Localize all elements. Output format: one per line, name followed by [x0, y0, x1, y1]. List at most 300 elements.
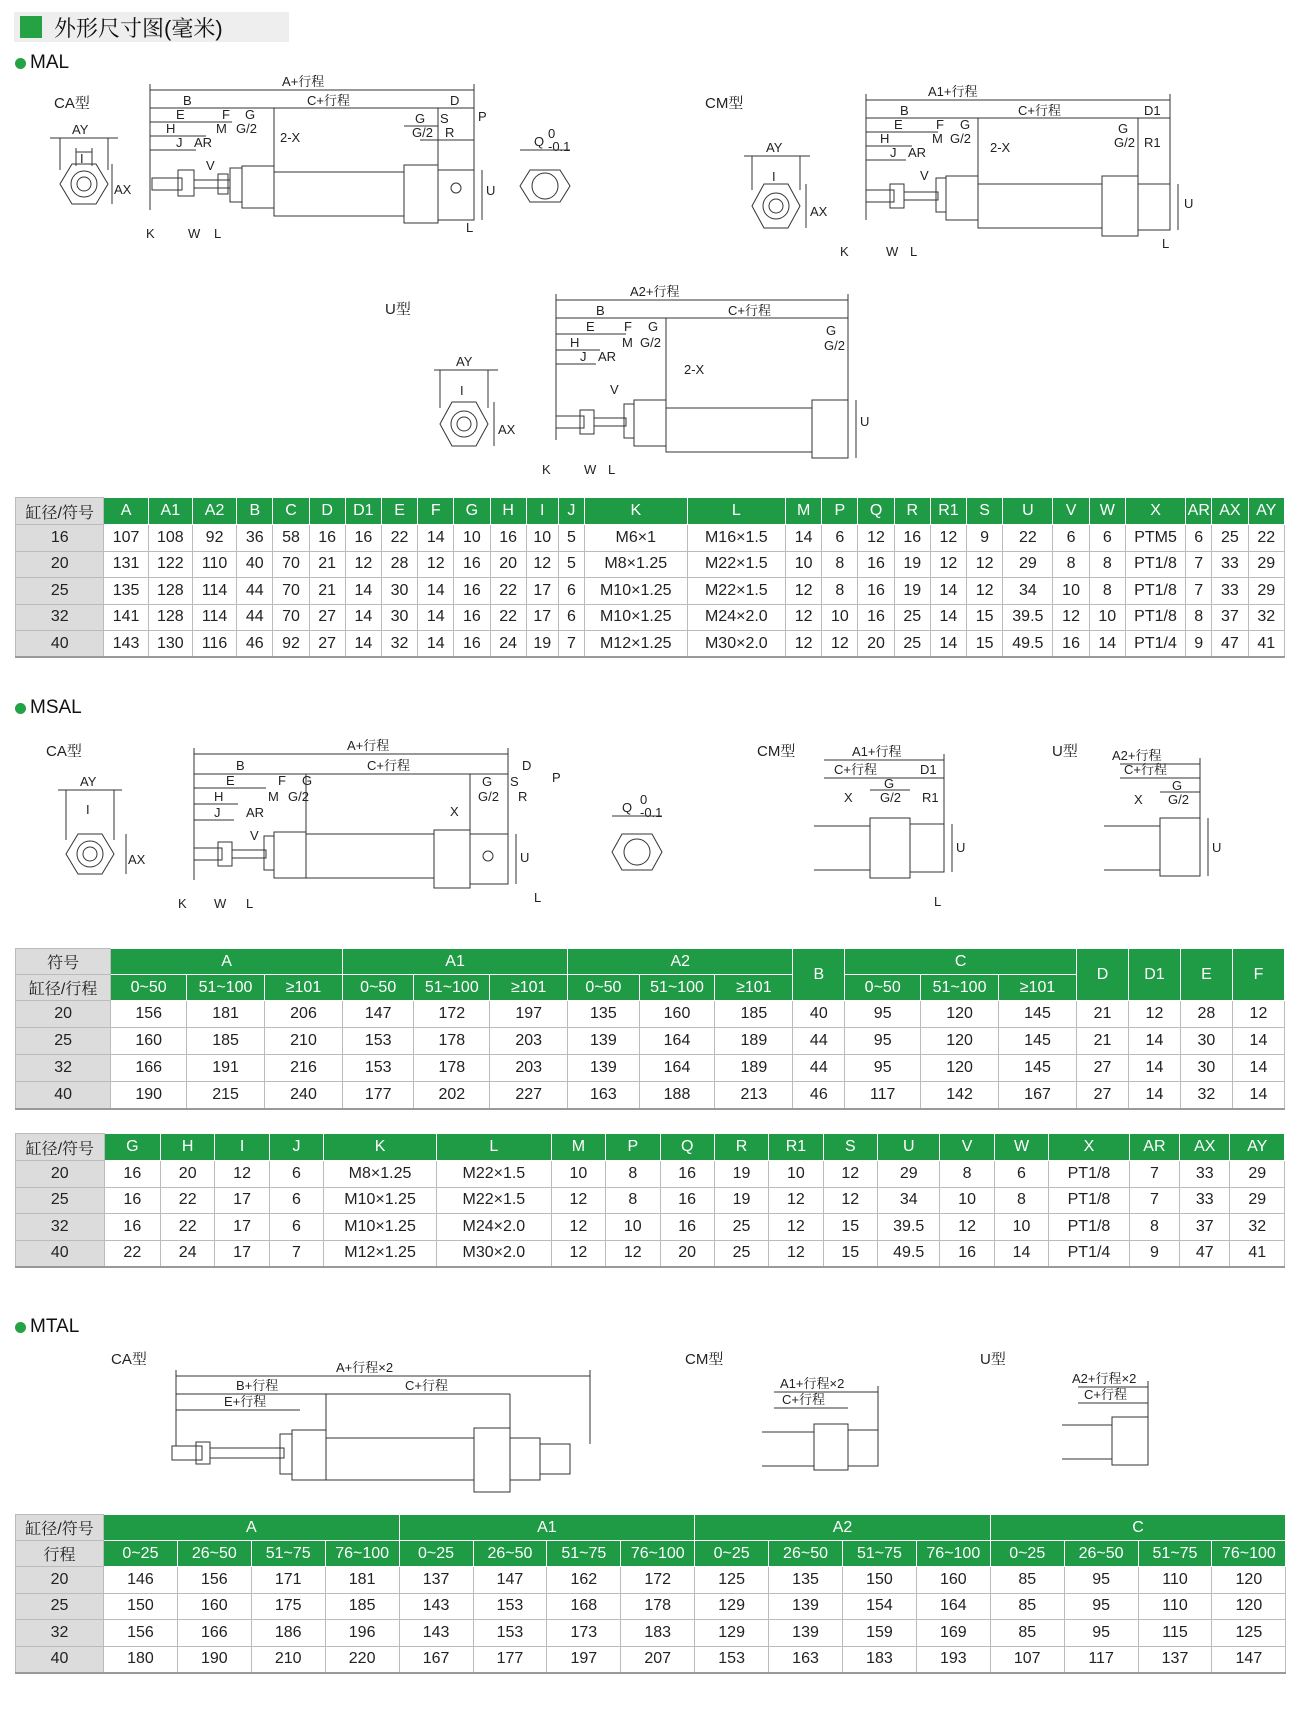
dimension-label: 2-X	[990, 140, 1011, 155]
table-cell: 6	[994, 1161, 1048, 1188]
dimension-label: B	[183, 93, 192, 108]
table-cell: 185	[325, 1593, 399, 1620]
table-cell: 16	[858, 604, 894, 631]
table-cell: M10×1.25	[585, 604, 688, 631]
table-cell: 27	[1077, 1082, 1129, 1109]
table-header-cell: 51~100	[414, 975, 490, 1001]
table-cell: 30	[1180, 1028, 1232, 1055]
table-cell: M6×1	[585, 525, 688, 552]
table-cell: 92	[192, 525, 236, 552]
table-cell: 203	[490, 1028, 568, 1055]
table-cell: 6	[822, 525, 858, 552]
table-cell: M12×1.25	[585, 631, 688, 658]
dimension-label: A+行程	[347, 738, 390, 753]
table-cell: 12	[215, 1161, 269, 1188]
table-cell: 19	[894, 578, 930, 605]
table-row	[16, 498, 1285, 525]
table-header-cell: 0~50	[845, 975, 921, 1001]
table-row	[16, 1567, 1286, 1594]
table-cell: PT1/8	[1125, 578, 1185, 605]
table-cell: 6	[1089, 525, 1125, 552]
table-row	[16, 1593, 1286, 1620]
table-cell: 172	[621, 1567, 695, 1594]
table-cell: 153	[473, 1593, 547, 1620]
table-header-cell: 51~75	[1138, 1541, 1212, 1567]
msal-ca-front-hex	[66, 834, 114, 874]
table-cell: 37	[1212, 604, 1248, 631]
mal-u-label: U型	[385, 301, 411, 318]
table-header-cell: L	[687, 498, 786, 525]
table-header-cell: D	[1077, 949, 1129, 1001]
table-cell: 9	[1186, 631, 1212, 658]
table-cell: 8	[822, 551, 858, 578]
table-cell: 15	[967, 631, 1003, 658]
table-header-cell: 26~50	[473, 1541, 547, 1567]
table-header-corner: 缸径/行程	[16, 975, 111, 1001]
table-header-cell: AR	[1129, 1134, 1179, 1161]
table-cell: 34	[878, 1187, 940, 1214]
table-cell: 147	[473, 1567, 547, 1594]
table-cell: 21	[1077, 1028, 1129, 1055]
table-cell: 40	[793, 1001, 845, 1028]
table-row	[16, 1240, 1285, 1267]
table-row	[16, 1515, 1286, 1541]
table-cell: 12	[858, 525, 894, 552]
table-cell: 10	[822, 604, 858, 631]
msal-dimension-table	[15, 1133, 1285, 1268]
dimension-label: L	[1162, 236, 1170, 251]
mal-ca-front-hex	[60, 164, 108, 204]
dimension-label: G	[826, 323, 837, 338]
table-cell: 16	[309, 525, 345, 552]
table-cell: 9	[1129, 1240, 1179, 1267]
table-header-cell: 0~25	[695, 1541, 769, 1567]
dimension-label: L	[534, 890, 542, 905]
table-cell: 25	[714, 1214, 768, 1241]
table-cell: 14	[930, 631, 966, 658]
dimension-label: F	[624, 319, 632, 334]
dimension-label: R1	[1144, 135, 1161, 150]
dimension-label: AY	[72, 122, 89, 137]
table-header-cell: L	[436, 1134, 551, 1161]
table-cell: 14	[930, 578, 966, 605]
table-cell: 160	[639, 1001, 715, 1028]
table-cell: M24×2.0	[687, 604, 786, 631]
dimension-label: -0.1	[640, 805, 663, 820]
table-cell: 210	[251, 1646, 325, 1673]
table-header-cell: B	[793, 949, 845, 1001]
table-cell: 197	[490, 1001, 568, 1028]
table-cell: 153	[473, 1620, 547, 1647]
dimension-label: C+行程	[1084, 1387, 1127, 1402]
table-cell: 6	[1053, 525, 1089, 552]
table-cell: 117	[1064, 1646, 1138, 1673]
table-cell: 14	[1232, 1055, 1284, 1082]
table-header-cell: ≥101	[715, 975, 793, 1001]
table-header-cell: H	[490, 498, 526, 525]
table-cell: 189	[715, 1055, 793, 1082]
table-cell: 19	[714, 1161, 768, 1188]
dimension-label: 2-X	[684, 362, 705, 377]
dimension-label: F	[936, 117, 944, 132]
table-cell: 131	[104, 551, 148, 578]
table-cell: 10	[1089, 604, 1125, 631]
table-cell: 16	[858, 551, 894, 578]
dimension-label: E	[894, 117, 903, 132]
table-cell: 32	[1248, 604, 1284, 631]
table-header-cell: 51~100	[187, 975, 265, 1001]
table-cell: 40	[16, 1240, 105, 1267]
mtal-cm-rear-cap	[814, 1424, 848, 1470]
table-cell: 12	[551, 1240, 605, 1267]
table-cell: 21	[309, 578, 345, 605]
dimension-label: R	[518, 789, 528, 804]
dimension-label: G/2	[1168, 792, 1189, 807]
table-cell: 159	[842, 1620, 916, 1647]
dimension-label: J	[580, 349, 587, 364]
table-cell: 8	[1089, 578, 1125, 605]
table-cell: 14	[786, 525, 822, 552]
table-cell: 32	[381, 631, 417, 658]
table-cell: 95	[845, 1055, 921, 1082]
table-cell: M22×1.5	[687, 578, 786, 605]
table-cell: 6	[1186, 525, 1212, 552]
table-cell: 7	[1186, 551, 1212, 578]
msal-length-table	[15, 948, 1285, 1110]
dimension-label: AR	[246, 805, 265, 820]
dimension-label: -0.1	[548, 139, 571, 154]
table-cell: 122	[148, 551, 192, 578]
table-cell: 22	[161, 1214, 215, 1241]
mtal-u-rear-cap	[1112, 1417, 1148, 1465]
dimension-label: B	[596, 303, 605, 318]
table-cell: 164	[639, 1055, 715, 1082]
msal-ca-diagram	[0, 730, 720, 920]
table-cell: 160	[177, 1593, 251, 1620]
table-cell: 177	[473, 1646, 547, 1673]
dimension-label: K	[542, 462, 551, 477]
table-cell: 32	[1230, 1214, 1285, 1241]
table-cell: 17	[215, 1187, 269, 1214]
table-cell: 14	[1232, 1082, 1284, 1109]
table-cell: 188	[639, 1082, 715, 1109]
table-header-cell: 26~50	[769, 1541, 843, 1567]
table-cell: 16	[660, 1187, 714, 1214]
dimension-label: E+行程	[224, 1394, 267, 1409]
table-cell: 163	[568, 1082, 639, 1109]
table-cell: PT1/4	[1125, 631, 1185, 658]
table-cell: 120	[921, 1055, 999, 1082]
table-header-cell: AX	[1212, 498, 1248, 525]
table-cell: 20	[16, 551, 104, 578]
table-cell: 17	[526, 604, 558, 631]
table-cell: 95	[845, 1001, 921, 1028]
table-header-cell: W	[994, 1134, 1048, 1161]
dimension-label: C+行程	[367, 758, 410, 773]
dimension-label: A1+行程	[928, 84, 978, 99]
table-cell: 213	[715, 1082, 793, 1109]
dimension-label: E	[586, 319, 595, 334]
table-header-cell: A1	[148, 498, 192, 525]
table-cell: 135	[769, 1567, 843, 1594]
dimension-label: F	[222, 107, 230, 122]
dimension-label: G	[245, 107, 256, 122]
dimension-label: W	[188, 226, 201, 241]
table-header-cell: S	[967, 498, 1003, 525]
table-header-cell: 0~50	[568, 975, 639, 1001]
table-header-cell: U	[878, 1134, 940, 1161]
dimension-label: J	[176, 135, 183, 150]
table-header-cell: I	[215, 1134, 269, 1161]
table-row	[16, 1541, 1286, 1567]
table-cell: 166	[111, 1055, 187, 1082]
table-cell: 16	[454, 578, 490, 605]
dimension-label: AX	[128, 852, 146, 867]
table-cell: 156	[177, 1567, 251, 1594]
table-header-cell: M	[551, 1134, 605, 1161]
dimension-label: C+行程	[307, 93, 350, 108]
dimension-label: V	[250, 828, 259, 843]
table-cell: 17	[215, 1240, 269, 1267]
table-cell: 207	[621, 1646, 695, 1673]
table-cell: 22	[104, 1240, 160, 1267]
dimension-label: U	[956, 840, 966, 855]
table-cell: 16	[104, 1187, 160, 1214]
bullet-icon	[15, 703, 26, 714]
dimension-label: X	[450, 804, 459, 819]
table-header-cell: 26~50	[177, 1541, 251, 1567]
table-cell: 8	[994, 1187, 1048, 1214]
table-header-cell: S	[823, 1134, 877, 1161]
table-header-cell: G	[454, 498, 490, 525]
table-cell: 14	[1089, 631, 1125, 658]
dimension-label: I	[80, 151, 84, 166]
table-cell: M30×2.0	[687, 631, 786, 658]
table-cell: 20	[161, 1161, 215, 1188]
table-cell: 29	[1230, 1187, 1285, 1214]
table-cell: 10	[454, 525, 490, 552]
table-cell: 135	[104, 578, 148, 605]
table-cell: 12	[822, 631, 858, 658]
mal-ca-rear-cap	[404, 165, 438, 223]
dimension-label: D	[522, 758, 532, 773]
table-cell: 120	[921, 1028, 999, 1055]
table-cell: 114	[192, 578, 236, 605]
mal-cm-label: CM型	[705, 95, 744, 112]
table-cell: 47	[1212, 631, 1248, 658]
table-cell: 22	[381, 525, 417, 552]
table-cell: 12	[345, 551, 381, 578]
dimension-label: X	[1134, 792, 1143, 807]
table-cell: 14	[418, 631, 454, 658]
dimension-label: G/2	[412, 125, 433, 140]
dimension-label: A+行程×2	[336, 1360, 394, 1375]
table-row	[16, 1620, 1286, 1647]
table-cell: 143	[104, 631, 148, 658]
table-cell: 44	[237, 604, 273, 631]
table-header-cell: V	[940, 1134, 994, 1161]
dimension-label: G	[415, 111, 426, 126]
table-cell: 6	[269, 1214, 323, 1241]
dimension-label: AR	[194, 135, 213, 150]
table-cell: 41	[1230, 1240, 1285, 1267]
table-cell: 20	[16, 1161, 105, 1188]
msal-ca-front-cap	[274, 832, 306, 878]
table-cell: 16	[454, 631, 490, 658]
mal-u-barrel	[666, 408, 812, 452]
dimension-label: U	[860, 414, 870, 429]
dimension-label: 2-X	[280, 130, 301, 145]
table-cell: 30	[1180, 1055, 1232, 1082]
dimension-label: G	[960, 117, 971, 132]
mal-ca-nut	[230, 168, 242, 202]
mal-ca-label: CA型	[54, 95, 90, 112]
table-cell: 141	[104, 604, 148, 631]
table-cell: 12	[1232, 1001, 1284, 1028]
table-cell: 153	[342, 1028, 413, 1055]
table-cell: 240	[265, 1082, 343, 1109]
table-header-cell: K	[324, 1134, 437, 1161]
table-row	[16, 1001, 1285, 1028]
dimension-label: A2+行程	[1112, 748, 1162, 763]
table-cell: 168	[547, 1593, 621, 1620]
table-cell: 29	[1003, 551, 1053, 578]
table-cell: M16×1.5	[687, 525, 786, 552]
dimension-label: AY	[766, 140, 783, 155]
table-cell: 12	[1053, 604, 1089, 631]
table-row	[16, 1028, 1285, 1055]
msal-u-label: U型	[1052, 743, 1078, 760]
table-cell: 32	[16, 1214, 105, 1241]
table-cell: 14	[345, 578, 381, 605]
dimension-label: U	[1212, 840, 1222, 855]
table-cell: 10	[769, 1161, 823, 1188]
table-cell: M22×1.5	[687, 551, 786, 578]
table-header-cell: 76~100	[325, 1541, 399, 1567]
table-cell: 139	[568, 1028, 639, 1055]
table-cell: 128	[148, 578, 192, 605]
table-cell: 46	[237, 631, 273, 658]
table-cell: 70	[273, 604, 309, 631]
table-cell: 125	[695, 1567, 769, 1594]
mtal-ca-rear-cap	[474, 1428, 510, 1492]
dimension-label: G/2	[236, 121, 257, 136]
dimension-label: M	[622, 335, 633, 350]
table-cell: 135	[568, 1001, 639, 1028]
table-cell: 92	[273, 631, 309, 658]
dimension-label: W	[584, 462, 597, 477]
table-cell: 169	[916, 1620, 990, 1647]
table-cell: 120	[1212, 1567, 1286, 1594]
dimension-label: X	[844, 790, 853, 805]
table-cell: 154	[842, 1593, 916, 1620]
table-cell: PT1/4	[1049, 1240, 1130, 1267]
mal-dimension-table	[15, 497, 1285, 658]
table-cell: 10	[786, 551, 822, 578]
mal-ca-barrel	[274, 172, 404, 216]
dimension-label: M	[932, 131, 943, 146]
table-cell: 14	[1232, 1028, 1284, 1055]
table-row	[16, 1187, 1285, 1214]
dimension-label: C+行程	[405, 1378, 448, 1393]
table-cell: 49.5	[1003, 631, 1053, 658]
table-cell: 8	[1089, 551, 1125, 578]
table-cell: 7	[269, 1240, 323, 1267]
table-cell: 33	[1212, 551, 1248, 578]
table-cell: 190	[177, 1646, 251, 1673]
table-header-cell: J	[558, 498, 584, 525]
table-header-cell: 51~75	[547, 1541, 621, 1567]
dimension-label: E	[226, 773, 235, 788]
table-cell: 44	[793, 1028, 845, 1055]
table-cell: PT1/8	[1049, 1187, 1130, 1214]
table-cell: 150	[104, 1593, 178, 1620]
table-cell: 33	[1212, 578, 1248, 605]
table-cell: 12	[551, 1187, 605, 1214]
table-cell: 40	[16, 1082, 111, 1109]
table-cell: 6	[558, 578, 584, 605]
table-cell: 20	[16, 1001, 111, 1028]
dimension-label: AX	[810, 204, 828, 219]
dimension-label: G/2	[950, 131, 971, 146]
table-cell: 12	[930, 525, 966, 552]
table-cell: 14	[994, 1240, 1048, 1267]
mtal-cm-diagram	[760, 1370, 920, 1470]
table-header-cell: AY	[1248, 498, 1284, 525]
table-cell: 16	[490, 525, 526, 552]
table-cell: 178	[414, 1055, 490, 1082]
table-header-cell: ≥101	[265, 975, 343, 1001]
table-cell: 160	[916, 1567, 990, 1594]
table-header-cell: C	[273, 498, 309, 525]
table-cell: 15	[967, 604, 1003, 631]
table-cell: M10×1.25	[324, 1214, 437, 1241]
table-cell: M8×1.25	[324, 1161, 437, 1188]
dimension-label: B	[236, 758, 245, 773]
table-header-corner: 缸径/符号	[16, 1515, 104, 1541]
table-cell: 163	[769, 1646, 843, 1673]
dimension-label: P	[478, 109, 487, 124]
dimension-label: G	[648, 319, 659, 334]
table-cell: 139	[769, 1593, 843, 1620]
mal-cm-diagram	[700, 80, 1240, 280]
table-cell: 227	[490, 1082, 568, 1109]
table-header-cell: A1	[342, 949, 567, 975]
dimension-label: AR	[908, 145, 927, 160]
table-cell: 145	[999, 1001, 1077, 1028]
table-cell: 29	[1230, 1161, 1285, 1188]
table-cell: 14	[418, 578, 454, 605]
table-header-cell: A2	[695, 1515, 991, 1541]
dimension-label: D1	[1144, 103, 1161, 118]
table-cell: 145	[999, 1055, 1077, 1082]
mal-ca-front-cap	[242, 166, 274, 208]
mtal-u-label: U型	[980, 1351, 1006, 1368]
table-cell: 142	[921, 1082, 999, 1109]
table-cell: 110	[192, 551, 236, 578]
table-cell: 16	[16, 525, 104, 552]
table-header-corner: 缸径/符号	[16, 498, 104, 525]
msal-ca-rear-cap	[434, 830, 470, 888]
table-cell: 32	[16, 1055, 111, 1082]
table-header-cell: AR	[1186, 498, 1212, 525]
dimension-label: M	[268, 789, 279, 804]
table-cell: 147	[342, 1001, 413, 1028]
table-cell: 16	[940, 1240, 994, 1267]
dimension-label: U	[520, 850, 530, 865]
table-cell: 16	[858, 578, 894, 605]
table-cell: 19	[894, 551, 930, 578]
